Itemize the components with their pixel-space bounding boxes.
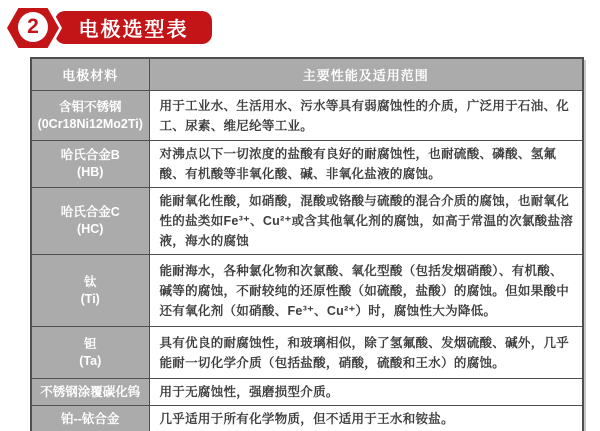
material-name: 不锈钢涂覆碳化钨 <box>40 384 141 399</box>
column-header-performance: 主要性能及适用范围 <box>149 58 583 91</box>
performance-cell: 能耐氧化性酸，如硝酸，混酸或铬酸与硫酸的混合介质的腐蚀，也耐氧化性的盐类如Fe³⁺、Cu²⁺或含其他氧化剂的腐蚀，如高于常温的次氯酸盐溶液，海水的腐蚀 <box>149 188 583 255</box>
material-cell <box>31 91 149 141</box>
performance-cell: 对沸点以下一切浓度的盐酸有良好的耐腐蚀性，也耐硫酸、磷酸、氢氟酸、有机酸等非氧化酸、碱、非氧化盐液的腐蚀。 <box>149 141 583 188</box>
step-badge <box>4 5 62 51</box>
material-name: 哈氏合金B <box>60 148 120 162</box>
material-cell <box>31 141 149 188</box>
material-sub: (Ta) <box>79 353 102 368</box>
table-header-row <box>31 58 583 91</box>
material-name: 钛 <box>83 274 97 289</box>
material-cell <box>31 406 149 431</box>
performance-cell: 用于无腐蚀性，强磨损型介质。 <box>149 379 583 406</box>
material-cell <box>31 327 149 379</box>
material-sub: (0Cr18Ni12Mo2Ti) <box>37 116 143 131</box>
material-sub: (HB) <box>77 165 104 179</box>
performance-cell: 几乎适用于所有化学物质，但不适用于王水和铵盐。 <box>149 406 583 431</box>
material-sub: (HC) <box>77 222 104 236</box>
material-name: 含钼不锈钢 <box>58 99 122 114</box>
performance-cell: 具有优良的耐腐蚀性，和玻璃相似，除了氢氟酸、发烟硫酸、碱外，几乎能耐一切化学介质（包括盐酸，硝酸，硫酸和王水）的腐蚀。 <box>149 327 583 379</box>
table-row <box>31 406 583 431</box>
material-sub: (Ti) <box>80 291 100 306</box>
material-name: 哈氏合金C <box>60 205 120 219</box>
table-row <box>31 379 583 406</box>
column-header-material: 电极材料 <box>31 58 149 91</box>
table-row <box>31 255 583 327</box>
material-cell <box>31 255 149 327</box>
material-cell <box>31 188 149 255</box>
material-name: 铂--铱合金 <box>61 411 120 426</box>
performance-cell: 用于工业水、生活用水、污水等具有弱腐蚀性的介质，广泛用于石油、化工、尿素、维尼纶等工业。 <box>149 91 583 141</box>
table-row <box>31 188 583 255</box>
performance-cell: 能耐海水，各种氯化物和次氯酸、氧化型酸（包括发烟硝酸）、有机酸、碱等的腐蚀，不耐较纯的还原性酸（如硫酸，盐酸）的腐蚀。但如果酸中还有氧化剂（如硝酸、Fe³⁺、Cu²⁺）时，腐蚀性大为降低。 <box>149 255 583 327</box>
material-cell <box>31 379 149 406</box>
table-row <box>31 327 583 379</box>
material-name: 钽 <box>83 336 97 351</box>
title-banner <box>55 11 212 44</box>
table-row <box>31 141 583 188</box>
page-title: 电极选型表 <box>78 19 189 41</box>
electrode-selection-table <box>30 57 584 431</box>
table-row <box>31 91 583 141</box>
badge-number: 2 <box>18 12 48 42</box>
